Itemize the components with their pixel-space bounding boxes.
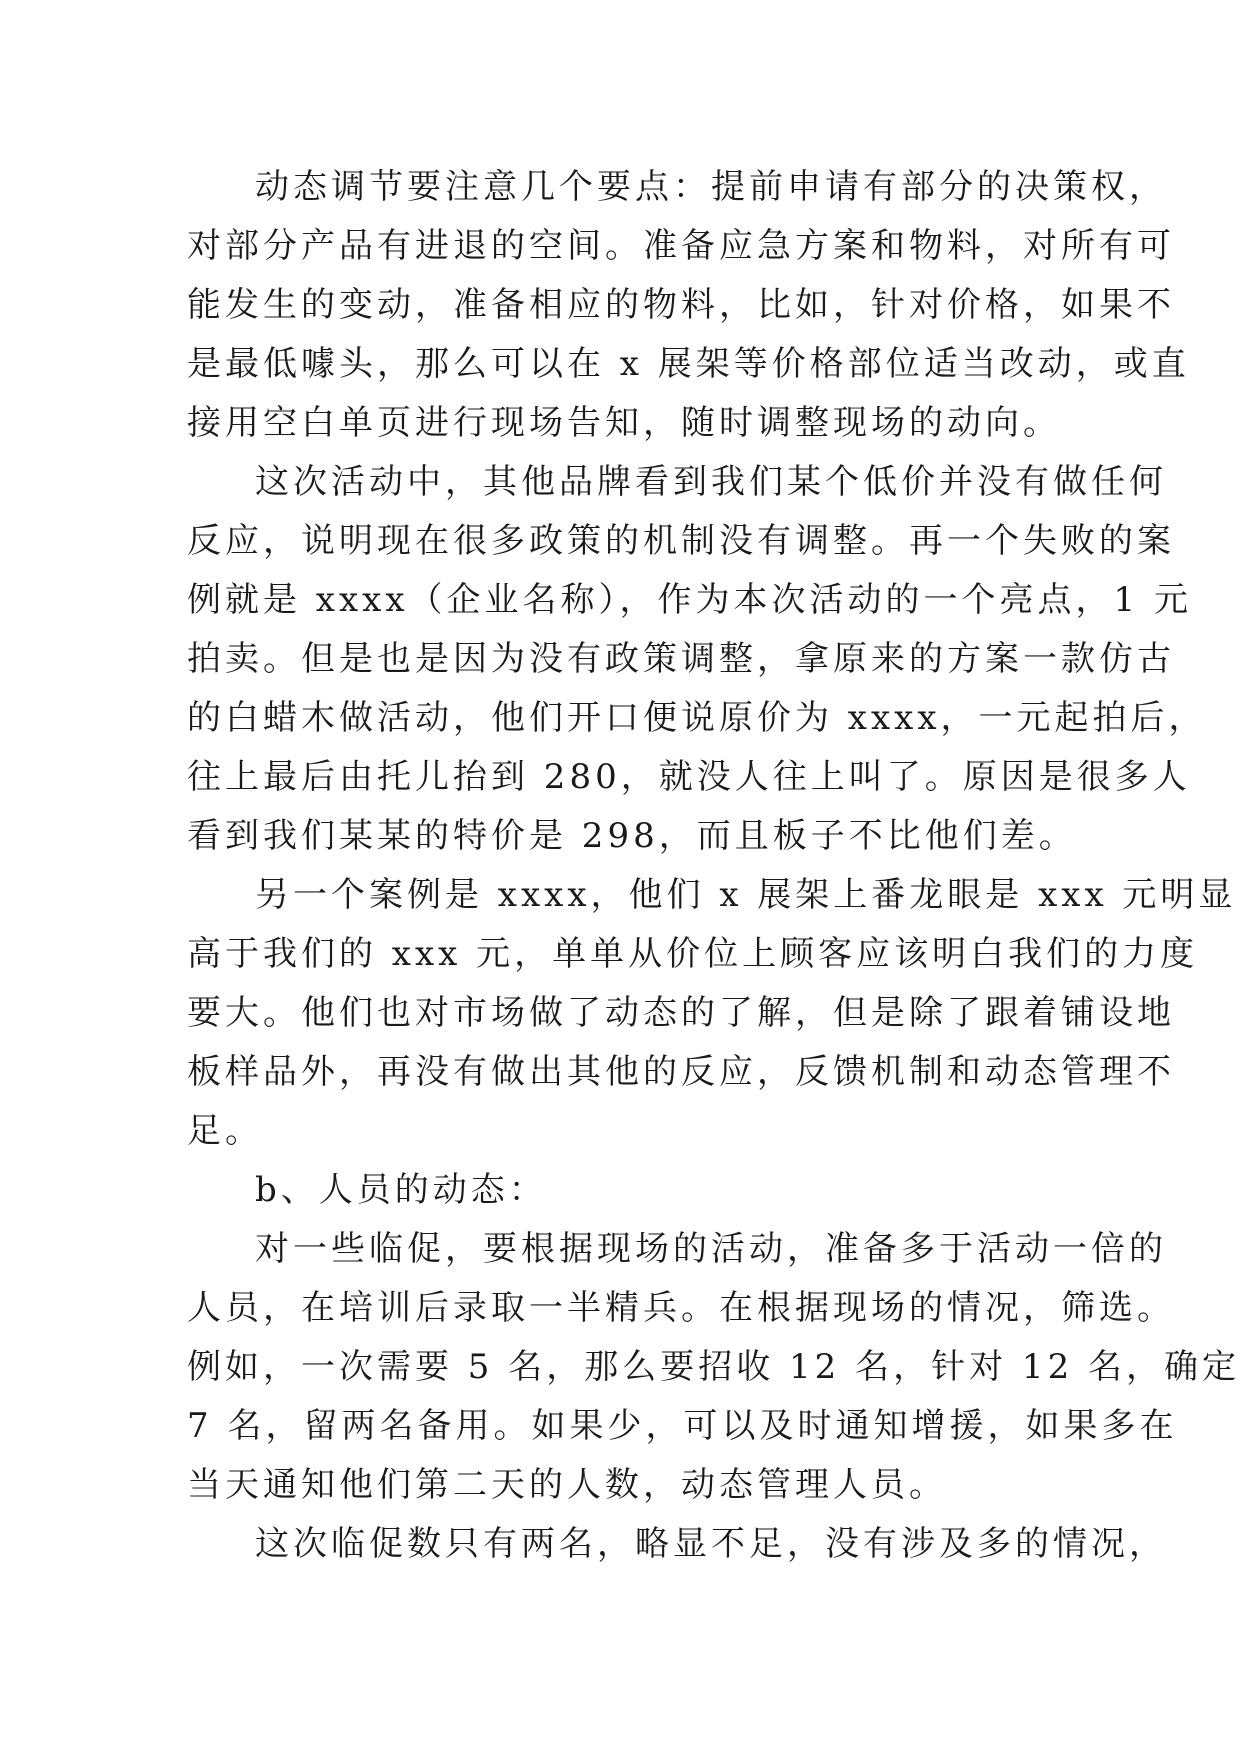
text-line: 接用空白单页进行现场告知，随时调整现场的动向。 xyxy=(187,403,1061,443)
text-line: 人员，在培训后录取一半精兵。在根据现场的情况，筛选。 xyxy=(187,1288,1175,1328)
text-line: 对部分产品有进退的空间。准备应急方案和物料，对所有可 xyxy=(187,226,1175,266)
body-text xyxy=(187,158,1241,1574)
text-line: 例如，一次需要 5 名，那么要招收 12 名，针对 12 名，确定 xyxy=(187,1347,1241,1387)
text-line: 看到我们某某的特价是 298，而且板子不比他们差。 xyxy=(187,816,1077,856)
section-heading: b、人员的动态： xyxy=(255,1170,547,1210)
text-line: 能发生的变动，准备相应的物料，比如，针对价格，如果不 xyxy=(187,285,1175,325)
text-line: 动态调节要注意几个要点：提前申请有部分的决策权， xyxy=(255,167,1167,207)
text-line: 是最低噱头，那么可以在 x 展架等价格部位适当改动，或直 xyxy=(187,344,1190,384)
text-line: 这次活动中，其他品牌看到我们某个低价并没有做任何 xyxy=(255,462,1167,502)
text-line: 对一些临促，要根据现场的活动，准备多于活动一倍的 xyxy=(255,1229,1167,1269)
text-line: 7 名，留两名备用。如果少，可以及时通知增援，如果多在 xyxy=(187,1406,1178,1446)
text-line: 这次临促数只有两名，略显不足，没有涉及多的情况， xyxy=(255,1524,1167,1564)
text-line: 另一个案例是 xxxx，他们 x 展架上番龙眼是 xxx 元明显 xyxy=(255,875,1237,915)
text-line: 足。 xyxy=(187,1111,263,1151)
text-line: 要大。他们也对市场做了动态的了解，但是除了跟着铺设地 xyxy=(187,993,1175,1033)
text-line: 当天通知他们第二天的人数，动态管理人员。 xyxy=(187,1465,947,1505)
text-line: 高于我们的 xxx 元，单单从价位上顾客应该明白我们的力度 xyxy=(187,934,1199,974)
text-line: 板样品外，再没有做出其他的反应，反馈机制和动态管理不 xyxy=(187,1052,1175,1092)
text-line: 例就是 xxxx（企业名称），作为本次活动的一个亮点，1 元 xyxy=(187,580,1192,620)
text-line: 反应，说明现在很多政策的机制没有调整。再一个失败的案 xyxy=(187,521,1175,561)
text-line: 拍卖。但是也是因为没有政策调整，拿原来的方案一款仿古 xyxy=(187,639,1175,679)
text-line: 的白蜡木做活动，他们开口便说原价为 xxxx，一元起拍后， xyxy=(187,698,1207,738)
text-line: 往上最后由托儿抬到 280，就没人往上叫了。原因是很多人 xyxy=(187,757,1191,797)
